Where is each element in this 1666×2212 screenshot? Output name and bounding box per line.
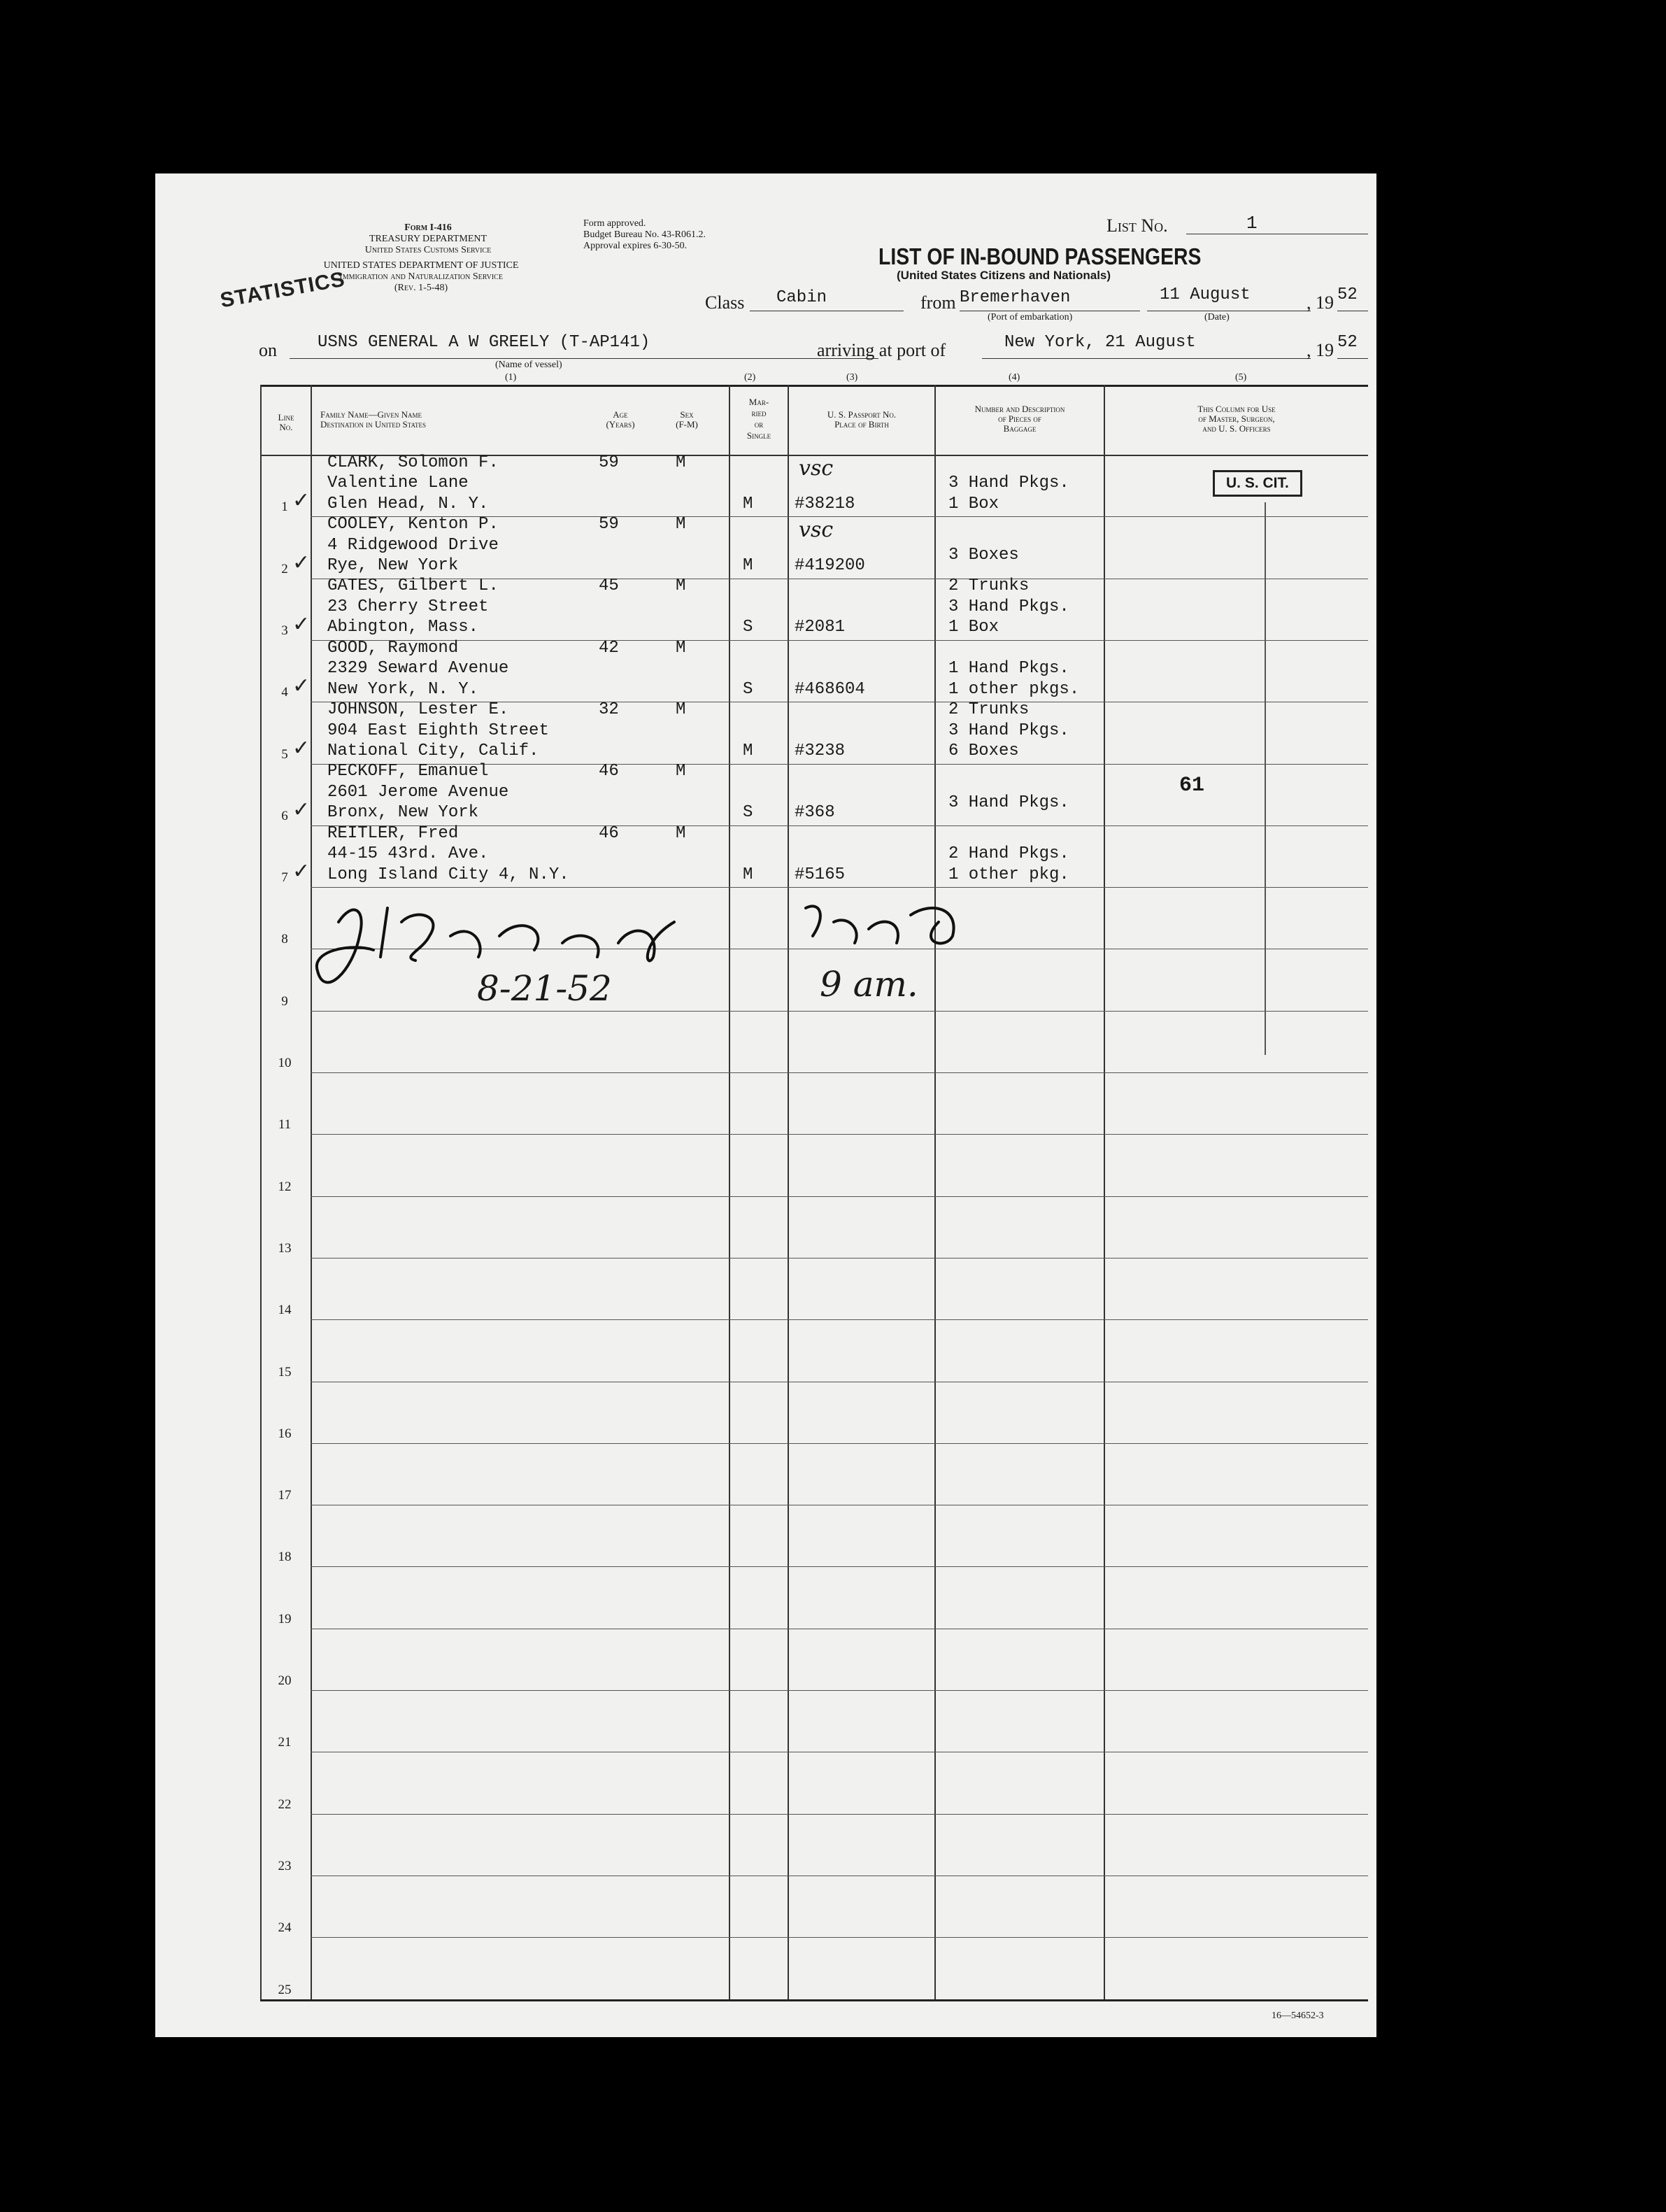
passenger-address: 2329 Seward Avenue <box>327 659 509 679</box>
passport-number: #468604 <box>795 679 865 699</box>
approval-line-2: Budget Bureau No. 43-R061.2. <box>583 229 706 240</box>
passenger-age: 59 <box>599 453 619 472</box>
passenger-city: Long Island City 4, N.Y. <box>327 865 569 884</box>
passport-number: #2081 <box>795 618 846 637</box>
col-divider <box>934 385 936 1999</box>
vessel-caption: (Name of vessel) <box>495 360 562 370</box>
line-number: 22 <box>278 1796 292 1812</box>
row-rule <box>311 1443 1368 1444</box>
marital-header-2: ried <box>751 408 767 418</box>
col-num-1: (1) <box>505 372 517 383</box>
baggage-item: 1 Box <box>948 494 999 513</box>
line-number: 10 <box>278 1056 292 1070</box>
col-divider <box>729 385 730 1999</box>
year-prefix-2: , 19 <box>1307 340 1334 360</box>
row-rule <box>311 1690 1368 1691</box>
table-left-edge <box>260 385 262 1999</box>
baggage-item: 6 Boxes <box>948 742 1019 760</box>
passenger-sex: M <box>676 638 686 658</box>
treasury-dept: TREASURY DEPARTMENT <box>369 234 487 244</box>
passenger-sex: M <box>676 515 686 534</box>
passenger-name: COOLEY, Kenton P. <box>327 515 499 534</box>
passport-note: vsc <box>799 518 834 543</box>
col-num-3: (3) <box>846 372 858 383</box>
approval-line-1: Form approved. <box>583 218 646 229</box>
form-number: Form I-416 <box>404 222 452 233</box>
row-rule <box>311 1072 1368 1073</box>
row-rule <box>311 1196 1368 1197</box>
passenger-age: 46 <box>599 823 619 843</box>
port-caption: (Port of embarkation) <box>988 312 1073 322</box>
line-number: 15 <box>278 1364 292 1380</box>
row-rule <box>311 1134 1368 1135</box>
passenger-sex: M <box>676 576 686 596</box>
revision: (Rev. 1-5-48) <box>394 283 448 293</box>
passport-number: #419200 <box>795 556 865 576</box>
baggage-header-3: Baggage <box>1003 423 1037 434</box>
row-rule <box>311 1937 1368 1938</box>
passenger-city: National City, Calif. <box>327 742 539 760</box>
line-number: 20 <box>278 1673 292 1688</box>
baggage-item: 2 Trunks <box>948 576 1030 596</box>
passenger-address: 4 Ridgewood Drive <box>327 535 499 555</box>
passenger-address: 904 East Eighth Street <box>327 721 549 740</box>
age-header: Age <box>613 409 628 420</box>
sex-sub-header: (F-M) <box>676 419 698 430</box>
baggage-item: 3 Hand Pkgs. <box>948 721 1069 740</box>
vessel-underline <box>290 358 878 359</box>
age-sub-header: (Years) <box>606 419 635 430</box>
line-number: 19 <box>278 1611 292 1626</box>
vessel-value: USNS GENERAL A W GREELY (T-AP141) <box>318 333 650 352</box>
col-divider <box>1104 385 1105 1999</box>
passenger-age: 45 <box>599 576 619 596</box>
passenger-name: GOOD, Raymond <box>327 638 459 658</box>
passenger-sex: M <box>676 823 686 843</box>
passenger-city: Rye, New York <box>327 556 459 576</box>
row-rule <box>311 1319 1368 1320</box>
line-number: 1 <box>281 499 288 515</box>
table-top-rule <box>260 385 1368 387</box>
check-mark-icon: ✓ <box>292 612 311 636</box>
arriving-label: arriving at port of <box>817 340 946 360</box>
customs-service: United States Customs Service <box>364 245 492 255</box>
passenger-address: 2601 Jerome Avenue <box>327 782 509 802</box>
baggage-item: 3 Hand Pkgs. <box>948 474 1069 493</box>
class-label: Class <box>705 292 745 313</box>
col-divider <box>788 385 789 1999</box>
marital-header-1: Mar- <box>748 397 769 407</box>
sex-header: Sex <box>680 409 694 420</box>
baggage-item: 3 Hand Pkgs. <box>948 597 1069 616</box>
check-mark-icon: ✓ <box>292 860 311 884</box>
table-bottom-rule <box>260 1999 1368 2001</box>
inspection-time: 9 am. <box>820 964 918 1005</box>
baggage-item: 1 Box <box>948 618 999 637</box>
officers-header-3: and U. S. Officers <box>1202 423 1271 434</box>
year-prefix-1: , 19 <box>1307 292 1334 313</box>
row-rule <box>311 1566 1368 1567</box>
baggage-item: 2 Hand Pkgs. <box>948 844 1069 864</box>
line-number: 9 <box>281 993 288 1009</box>
check-mark-icon: ✓ <box>292 489 311 513</box>
passenger-marital: S <box>743 803 753 823</box>
passenger-age: 32 <box>599 700 619 719</box>
passenger-city: New York, N. Y. <box>327 679 479 699</box>
officers-header-1: This Column for Use <box>1197 404 1276 414</box>
row-rule <box>311 1814 1368 1815</box>
date-value: 11 August <box>1160 285 1251 304</box>
line-number: 24 <box>278 1920 292 1936</box>
passenger-age: 42 <box>599 638 619 658</box>
line-number: 12 <box>278 1179 292 1194</box>
passenger-sex: M <box>676 762 686 781</box>
line-number: 8 <box>281 932 288 947</box>
page-subtitle: (United States Citizens and Nationals) <box>897 269 1111 282</box>
passenger-name: REITLER, Fred <box>327 823 459 843</box>
baggage-header-2: of Pieces of <box>998 413 1041 424</box>
passenger-address: 44-15 43rd. Ave. <box>327 844 489 864</box>
from-value: Bremerhaven <box>960 288 1071 307</box>
passport-number: #368 <box>795 803 835 823</box>
class-value: Cabin <box>776 288 827 307</box>
baggage-item: 1 other pkgs. <box>948 679 1080 699</box>
passenger-marital: S <box>743 679 753 699</box>
arriving-underline <box>982 358 1311 359</box>
arriving-value: New York, 21 August <box>1004 333 1196 352</box>
passenger-marital: M <box>743 865 753 884</box>
baggage-header-1: Number and Description <box>974 404 1065 414</box>
passenger-address: 23 Cherry Street <box>327 597 489 616</box>
col-num-4: (4) <box>1009 372 1020 383</box>
check-mark-icon: ✓ <box>292 797 311 821</box>
row-rule <box>311 640 1368 641</box>
line-number: 2 <box>281 561 288 576</box>
line-number: 21 <box>278 1735 292 1750</box>
date-caption: (Date) <box>1204 312 1230 322</box>
check-mark-icon: ✓ <box>292 674 311 698</box>
passenger-age: 46 <box>599 762 619 781</box>
passenger-sex: M <box>676 700 686 719</box>
line-number: 4 <box>281 685 288 700</box>
row-rule <box>311 1258 1368 1259</box>
marital-header-4: Single <box>746 430 771 441</box>
statistics-stamp: STATISTICS <box>218 267 347 313</box>
justice-dept: UNITED STATES DEPARTMENT OF JUSTICE <box>323 260 519 271</box>
year-2: 52 <box>1337 333 1358 352</box>
list-no-label: List No. <box>1106 215 1168 236</box>
line-number: 13 <box>278 1240 292 1256</box>
row-rule <box>311 1011 1368 1012</box>
col-num-2: (2) <box>744 372 756 383</box>
name-header: Family Name—Given Name <box>320 409 422 420</box>
line-number: 17 <box>278 1488 292 1503</box>
destination-header: Destination in United States <box>320 419 427 430</box>
check-mark-icon: ✓ <box>292 551 311 574</box>
check-mark-icon: ✓ <box>292 736 311 760</box>
footer-code: 16—54652-3 <box>1272 2011 1324 2021</box>
on-label: on <box>259 340 277 360</box>
passenger-city: Bronx, New York <box>327 803 479 823</box>
line-number: 7 <box>281 870 288 886</box>
baggage-item: 3 Hand Pkgs. <box>948 793 1069 812</box>
passenger-marital: S <box>743 618 753 637</box>
row-rule <box>311 825 1368 826</box>
birthplace-header: Place of Birth <box>834 419 889 430</box>
inspector-signature-right <box>785 887 995 957</box>
passenger-age: 59 <box>599 515 619 534</box>
line-number: 25 <box>278 1982 292 1997</box>
passport-header: U. S. Passport No. <box>827 409 897 420</box>
line-number: 3 <box>281 623 288 638</box>
passenger-marital: M <box>743 556 753 576</box>
passenger-name: GATES, Gilbert L. <box>327 576 499 596</box>
passenger-city: Abington, Mass. <box>327 618 479 637</box>
baggage-item: 2 Trunks <box>948 700 1030 719</box>
passport-number: #38218 <box>795 494 855 513</box>
passenger-marital: M <box>743 742 753 760</box>
passenger-sex: M <box>676 453 686 472</box>
passenger-address: Valentine Lane <box>327 474 469 493</box>
officers-header-2: of Master, Surgeon, <box>1198 413 1275 424</box>
baggage-item: 1 Hand Pkgs. <box>948 659 1069 679</box>
from-label: from <box>920 292 956 313</box>
page-title: LIST OF IN-BOUND PASSENGERS <box>878 243 1202 269</box>
col-divider <box>311 385 312 1999</box>
marital-header-3: or <box>754 419 764 430</box>
list-no-value: 1 <box>1246 213 1258 234</box>
passenger-name: JOHNSON, Lester E. <box>327 700 509 719</box>
line-number: 11 <box>278 1117 292 1133</box>
line-number: 5 <box>281 746 288 762</box>
us-citizen-stamp: U. S. CIT. <box>1213 470 1302 497</box>
approval-line-3: Approval expires 6-30-50. <box>583 241 688 251</box>
line-number: 14 <box>278 1303 292 1318</box>
passport-note: vsc <box>799 455 834 481</box>
line-number: 6 <box>281 808 288 823</box>
officer-count: 61 <box>1179 774 1205 797</box>
immigration-service: Immigration and Naturalization Service <box>339 271 503 282</box>
line-no-header: Line No. <box>278 412 294 432</box>
baggage-item: 3 Boxes <box>948 546 1019 565</box>
passenger-name: PECKOFF, Emanuel <box>327 762 489 781</box>
passenger-name: CLARK, Solomon F. <box>327 453 499 472</box>
year-underline-2 <box>1337 358 1368 359</box>
line-number: 23 <box>278 1858 292 1873</box>
passenger-marital: M <box>743 494 753 513</box>
passenger-manifest-page <box>155 173 1376 2037</box>
passport-number: #5165 <box>795 865 846 884</box>
inspection-date: 8-21-52 <box>477 968 612 1009</box>
col-num-5: (5) <box>1235 372 1247 383</box>
passport-number: #3238 <box>795 742 846 760</box>
year-1: 52 <box>1337 285 1358 304</box>
line-number: 16 <box>278 1426 292 1441</box>
line-number: 18 <box>278 1550 292 1565</box>
baggage-item: 1 other pkg. <box>948 865 1069 884</box>
officer-bracket-line <box>1265 502 1266 1055</box>
passenger-city: Glen Head, N. Y. <box>327 494 489 513</box>
